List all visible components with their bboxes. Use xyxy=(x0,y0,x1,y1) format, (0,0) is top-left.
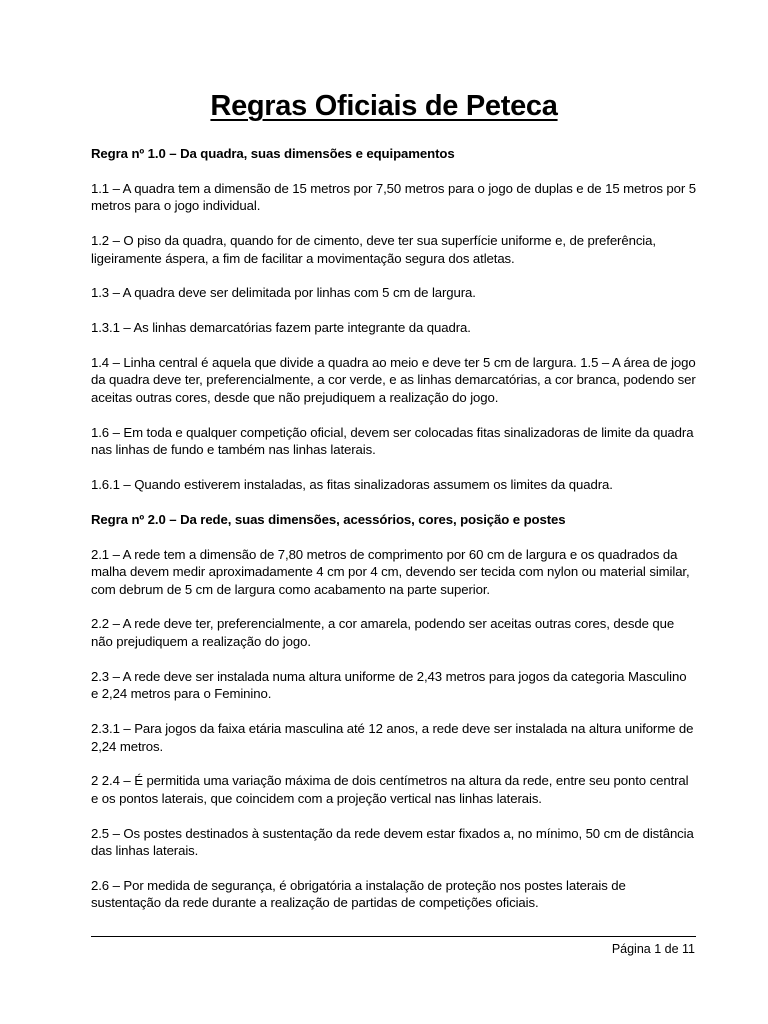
rule-paragraph: 2.1 – A rede tem a dimensão de 7,80 metros de comprimento por 60 cm de largura e os quadrados da malha devem medir aproximadamente 4 cm por 4 cm, devendo ser tecida com nylon ou material similar, com debrum de 5 cm de largura como acabamento na parte superior. xyxy=(91,546,690,597)
document-title: Regras Oficiais de Peteca xyxy=(210,90,558,122)
rule-paragraph: 2.6 – Por medida de segurança, é obrigatória a instalação de proteção nos postes laterais de sustentação da rede durante a realização de partidas de competições oficiais. xyxy=(91,877,626,911)
document-body xyxy=(91,145,697,929)
page-number: Página 1 de 11 xyxy=(611,942,695,956)
rule-heading: Regra nº 2.0 – Da rede, suas dimensões, acessórios, cores, posição e postes xyxy=(91,511,566,527)
rule-heading: Regra nº 1.0 – Da quadra, suas dimensões e equipamentos xyxy=(91,146,455,161)
rule-paragraph: 2 2.4 – É permitida uma variação máxima de dois centímetros na altura da rede, entre seu ponto central e os pontos laterais, que coincidem com a projeção vertical nas linhas laterais. xyxy=(91,773,689,806)
rule-paragraph: 1.3.1 – As linhas demarcatórias fazem parte integrante da quadra. xyxy=(91,320,471,336)
rule-paragraph: 2.3.1 – Para jogos da faixa etária masculina até 12 anos, a rede deve ser instalada na altura uniforme de 2,24 metros. xyxy=(91,721,694,754)
rule-paragraph: 2.5 – Os postes destinados à sustentação da rede devem estar fixados a, no mínimo, 50 cm de distância das linhas laterais. xyxy=(91,825,694,859)
rule-paragraph: 1.1 – A quadra tem a dimensão de 15 metros por 7,50 metros para o jogo de duplas e de 15 metros por 5 metros para o jogo individual. xyxy=(91,180,696,214)
rule-paragraph: 1.4 – Linha central é aquela que divide a quadra ao meio e deve ter 5 cm de largura. 1.5 – A área de jogo da quadra deve ter, preferencialmente, a cor verde, e as linhas demarcatórias, a cor branca, podendo ser aceitas outras cores, desde que não prejudiquem a realização do jogo. xyxy=(91,354,696,405)
footer-divider xyxy=(91,936,696,937)
rule-paragraph: 1.2 – O piso da quadra, quando for de cimento, deve ter sua superfície uniforme e, de preferência, ligeiramente áspera, a fim de facilitar a movimentação segura dos atletas. xyxy=(91,233,656,266)
rule-paragraph: 2.2 – A rede deve ter, preferencialmente, a cor amarela, podendo ser aceitas outras cores, desde que não prejudiquem a realização do jogo. xyxy=(91,616,675,649)
rule-paragraph: 1.3 – A quadra deve ser delimitada por linhas com 5 cm de largura. xyxy=(91,285,476,301)
rule-paragraph: 1.6.1 – Quando estiverem instaladas, as fitas sinalizadoras assumem os limites da quadra. xyxy=(91,477,613,493)
rule-paragraph: 2.3 – A rede deve ser instalada numa altura uniforme de 2,43 metros para jogos da categoria Masculino e 2,24 metros para o Feminino. xyxy=(91,668,687,702)
rule-paragraph: 1.6 – Em toda e qualquer competição oficial, devem ser colocadas fitas sinalizadoras de limite da quadra nas linhas de fundo e também nas linhas laterais. xyxy=(91,424,694,458)
